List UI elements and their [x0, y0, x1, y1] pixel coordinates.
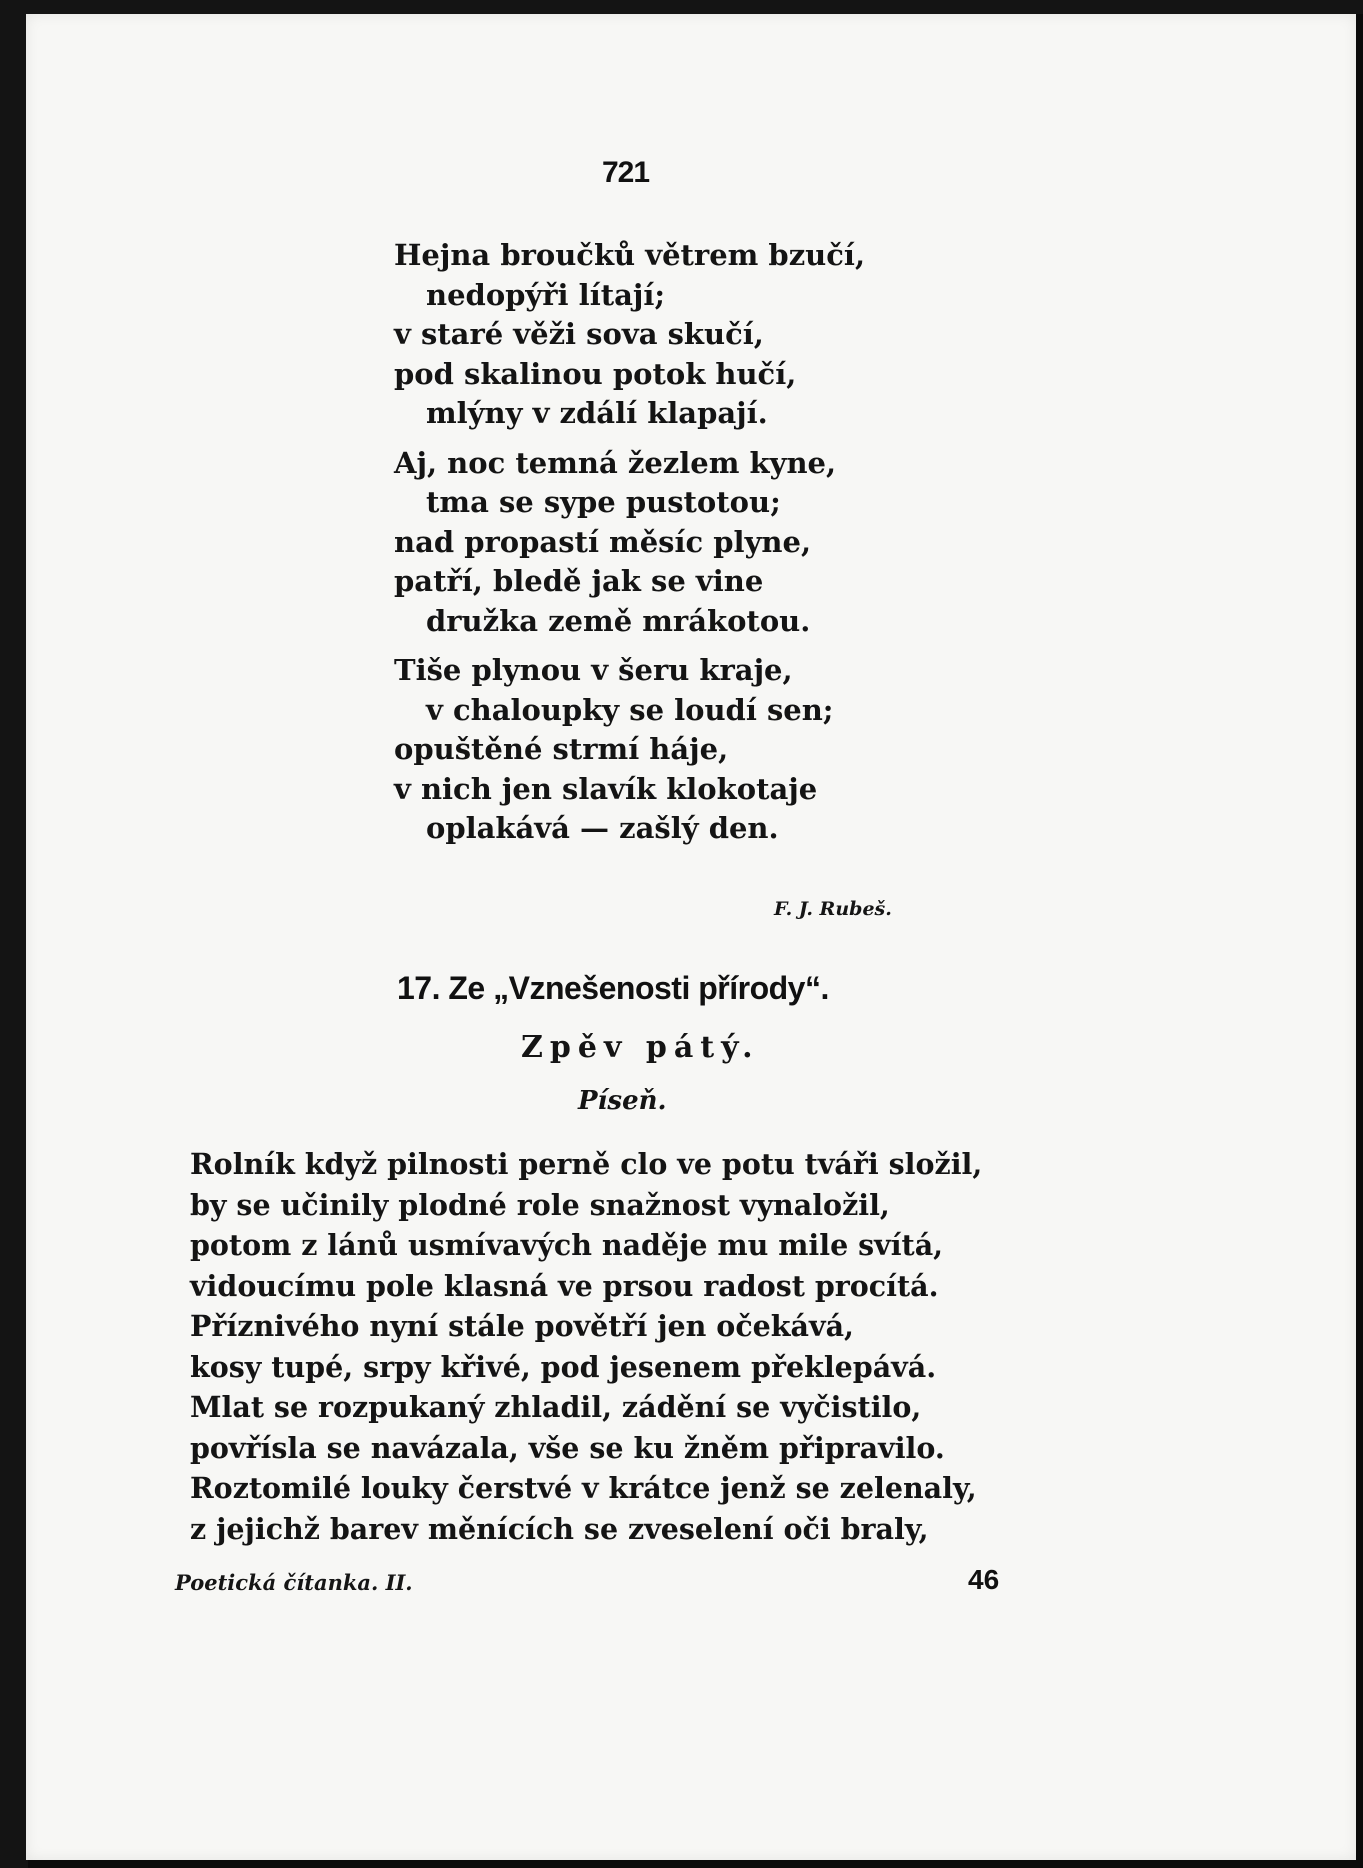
verse-line: Mlat se rozpukaný zhladil, zádění se vyčistilo,: [190, 1390, 922, 1424]
poem-line: nad propastí měsíc plyne,: [394, 524, 812, 559]
poem-line: družka země mrákotou.: [426, 603, 811, 638]
poem-line: patří, bledě jak se vine: [394, 564, 764, 598]
verse-line: povřísla se navázala, vše se ku žněm připravilo.: [190, 1430, 945, 1465]
poem-author: F. J. Rubeš.: [774, 898, 892, 920]
verse-line: kosy tupé, srpy křivé, pod jesenem překlepává.: [190, 1349, 937, 1384]
scan-border-top: [0, 0, 1363, 14]
poem-line: Hejna broučků větrem bzučí,: [394, 238, 866, 272]
poem-line: Aj, noc temná žezlem kyne,: [394, 445, 837, 480]
poem-stanza-1: [394, 236, 954, 434]
poem-stanza-2: [394, 444, 954, 642]
verse-line: potom z lánů usmívavých naděje mu mile svítá,: [190, 1228, 944, 1262]
poem-body: [190, 1144, 1010, 1549]
footer-signature-mark: 46: [968, 1564, 1000, 1595]
poem-line: mlýny v zdálí klapají.: [426, 396, 768, 430]
page-number: 721: [602, 156, 650, 189]
poem-line: v nich jen slavík klokotaje: [394, 771, 818, 806]
poem-line: v staré věži sova skučí,: [394, 317, 764, 351]
poem-stanza-3: [394, 651, 954, 849]
poem-line: v chaloupky se loudí sen;: [426, 692, 834, 727]
verse-line: Roztomilé louky čerstvé v krátce jenž se zelenaly,: [190, 1471, 977, 1505]
poem-line: opuštěné strmí háje,: [394, 732, 729, 766]
section-subtitle: Zpěv pátý.: [521, 1030, 760, 1065]
poem-line: pod skalinou potok hučí,: [394, 356, 797, 391]
poem: [394, 236, 954, 859]
poem-line: nedopýři lítají;: [426, 277, 666, 312]
verse-line: z jejichž barev měnících se zveselení oči braly,: [190, 1511, 929, 1546]
verse-line: Rolník když pilnosti perně clo ve potu tváři složil,: [190, 1147, 983, 1181]
verse-line: vidoucímu pole klasná ve prsou radost procítá.: [190, 1268, 939, 1303]
footer-book-title: Poetická čítanka. II.: [175, 1570, 413, 1595]
section-heading: 17. Ze „Vznešenosti přírody“.: [397, 970, 829, 1006]
poem-line: tma se sype pustotou;: [426, 485, 781, 519]
poem-line: oplakává — zašlý den.: [426, 811, 779, 845]
poem-line: Tiše plynou v šeru kraje,: [394, 653, 793, 687]
verse-line: by se učinily plodné role snažnost vynaložil,: [190, 1187, 890, 1222]
verse-line: Příznivého nyní stále povětří jen očekává,: [190, 1309, 854, 1343]
scan-border-left: [0, 0, 28, 1868]
section-sub-subtitle: Píseň.: [578, 1086, 667, 1116]
